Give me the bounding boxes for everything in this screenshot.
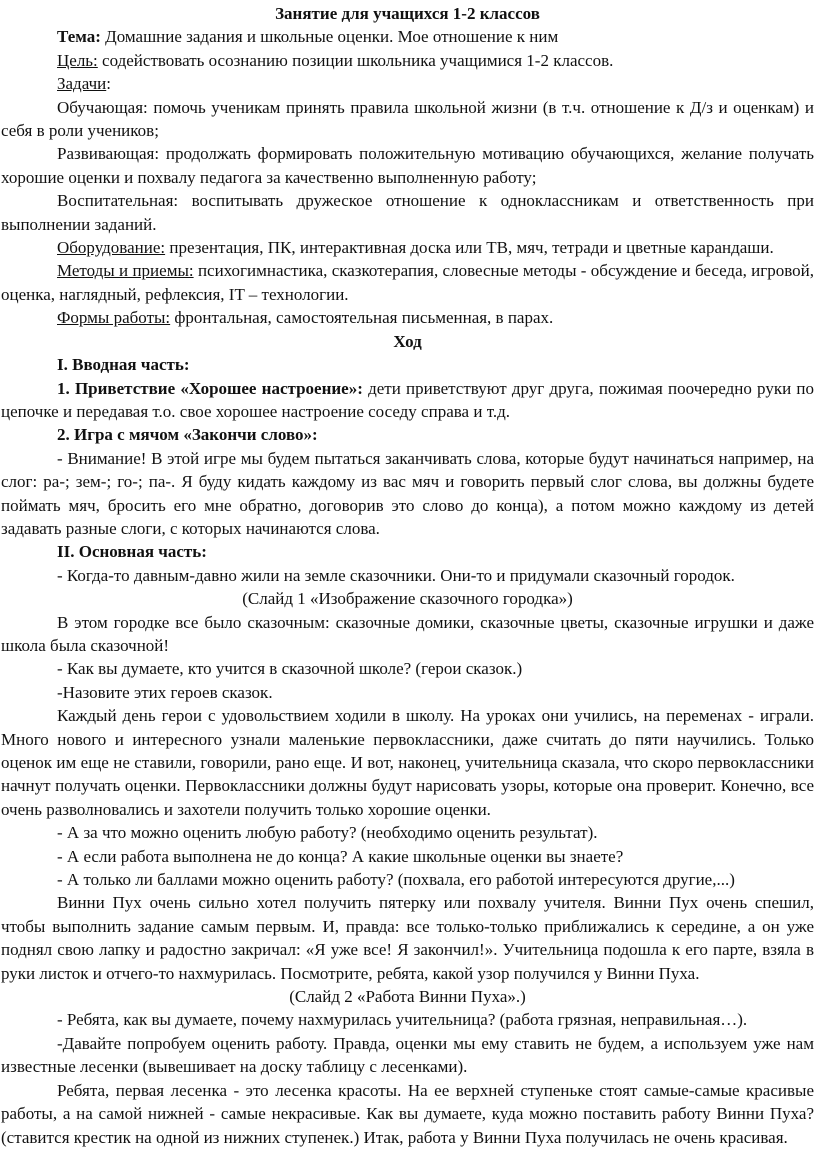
theme-line <box>1 25 814 48</box>
question-line: - А если работа выполнена не до конца? А какие школьные оценки вы знаете? <box>57 846 624 866</box>
game-text: - Внимание! В этой игре мы будем пытаться заканчивать слова, которые будут начинаться например, на слог: ра-; зем-; го-; па-. Я буду кидать каждому из вас мяч и говорить первый слог слова, вы должны будете поймать мяч, бросить его мне обратно, договорив это слово до конца), а потом можно каждому из детей задавать разные слоги, с которых начинаются слова. <box>1 448 814 538</box>
question-line: - Как вы думаете, кто учится в сказочной школе? (герои сказок.) <box>57 659 523 679</box>
part2-heading: II. Основная часть: <box>57 542 207 562</box>
story-paragraph: Каждый день герои с удовольствием ходили в школу. На уроках они учились, на переменах - играли. Много нового и интересного узнали маленькие первоклассники, даже считать до пяти научились. Только оценок им еще не ставили, говорили, рано еще. И вот, наконец, учительница сказала, что скоро первоклассники начнут получать оценки. Первоклассники должны будут нарисовать узоры, которые она проверит. Конечно, все очень разволновались и захотели получить только хорошие оценки. <box>1 706 814 819</box>
tasks-heading <box>1 72 814 95</box>
greeting-text: дети приветствуют друг друга, пожимая поочередно руки по цепочке и передавая т.о. свое хорошее настроение соседу справа и т.д. <box>1 378 814 421</box>
task-educational <box>1 96 814 143</box>
goal-line <box>1 49 814 72</box>
task-text: воспитывать дружеское отношение к одноклассникам и ответственность при выполнении заданий. <box>1 191 814 234</box>
task-text: продолжать формировать положительную мотивацию обучающихся, желание получать хорошие оценки и похвалу педагога за качественно выполненную работу; <box>1 144 815 187</box>
story-paragraph: Ребята, первая лесенка - это лесенка красоты. На ее верхней ступеньке стоят самые-самые красивые работы, а на самой нижней - самые некрасивые. Как вы думаете, куда можно поставить работу Винни Пуха? (ставится крестик на одной из нижних ступенек.) Итак, работа у Винни Пуха получилась не очень красивая. <box>1 1080 814 1147</box>
methods-line <box>1 259 814 306</box>
story-paragraph: - Когда-то давным-давно жили на земле сказочники. Они-то и придумали сказочный городок. <box>57 565 735 585</box>
question-line: - А за что можно оценить любую работу? (необходимо оценить результат). <box>57 823 598 843</box>
goal-text: содействовать осознанию позиции школьника учащимися 1-2 классов. <box>102 50 614 70</box>
game-title: 2. Игра с мячом «Закончи слово»: <box>57 425 318 445</box>
task-upbringing <box>1 189 814 236</box>
forms-text: фронтальная, самостоятельная письменная, в парах. <box>174 308 554 328</box>
slide-note: (Слайд 1 «Изображение сказочного городка») <box>242 589 573 609</box>
greeting-title: 1. Приветствие «Хорошее настроение»: <box>57 378 363 398</box>
task-label: Обучающая: <box>57 97 148 117</box>
story-paragraph: -Давайте попробуем оценить работу. Правда, оценки мы ему ставить не будем, а используем уже нам известные лесенки (вывешивает на доску таблицу с лесенками). <box>1 1033 814 1077</box>
theme-text: Домашние задания и школьные оценки. Мое отношение к ним <box>105 27 559 47</box>
lesson-title: Занятие для учащихся 1-2 классов <box>275 4 540 23</box>
methods-text: психогимнастика, сказкотерапия, словесные методы - обсуждение и беседа, игровой, оценка, наглядный, рефлексия, IT – технологии. <box>1 261 815 304</box>
question-line: - А только ли баллами можно оценить работу? (похвала, его работой интересуются другие,...) <box>57 870 735 890</box>
equipment-text: презентация, ПК, интерактивная доска или ТВ, мяч, тетради и цветные карандаши. <box>169 238 774 258</box>
task-label: Воспитательная: <box>57 191 179 211</box>
part1-heading: I. Вводная часть: <box>57 355 190 375</box>
task-label: Развивающая: <box>57 144 160 164</box>
question-line: -Назовите этих героев сказок. <box>57 682 273 702</box>
story-paragraph: Винни Пух очень сильно хотел получить пятерку или похвалу учителя. Винни Пух очень спешил, чтобы выполнить задание самым первым. И, правда: все только-только приближались к середине, а он уже поднял свою лапку и радостно закричал: «Я уже все! Я закончил!». Учительница подошла к его парте, взяла в руки листок и отчего-то нахмурилась. Посмотрите, ребята, какой узор получился у Винни Пуха. <box>1 893 814 983</box>
forms-line <box>1 306 814 329</box>
task-text: помочь ученикам принять правила школьной жизни (в т.ч. отношение к Д/з и оценкам) и себя в роли учеников; <box>1 97 815 141</box>
theme-label: Тема: <box>57 27 101 47</box>
forms-label: Формы работы: <box>57 308 171 328</box>
task-developing <box>1 142 814 189</box>
equipment-label: Оборудование: <box>57 238 166 258</box>
greeting-paragraph <box>1 377 814 424</box>
slide-note: (Слайд 2 «Работа Винни Пуха».) <box>289 987 526 1007</box>
equipment-line <box>1 236 814 259</box>
story-paragraph: В этом городке все было сказочным: сказочные домики, сказочные цветы, сказочные игрушки и даже школа была сказочной! <box>1 612 814 655</box>
goal-label: Цель: <box>57 50 98 70</box>
course-heading: Ход <box>393 331 422 351</box>
tasks-colon: : <box>106 74 111 94</box>
methods-label: Методы и приемы: <box>57 261 194 281</box>
tasks-label: Задачи <box>57 74 107 94</box>
question-line: - Ребята, как вы думаете, почему нахмурилась учительница? (работа грязная, неправильная…). <box>57 1010 748 1030</box>
